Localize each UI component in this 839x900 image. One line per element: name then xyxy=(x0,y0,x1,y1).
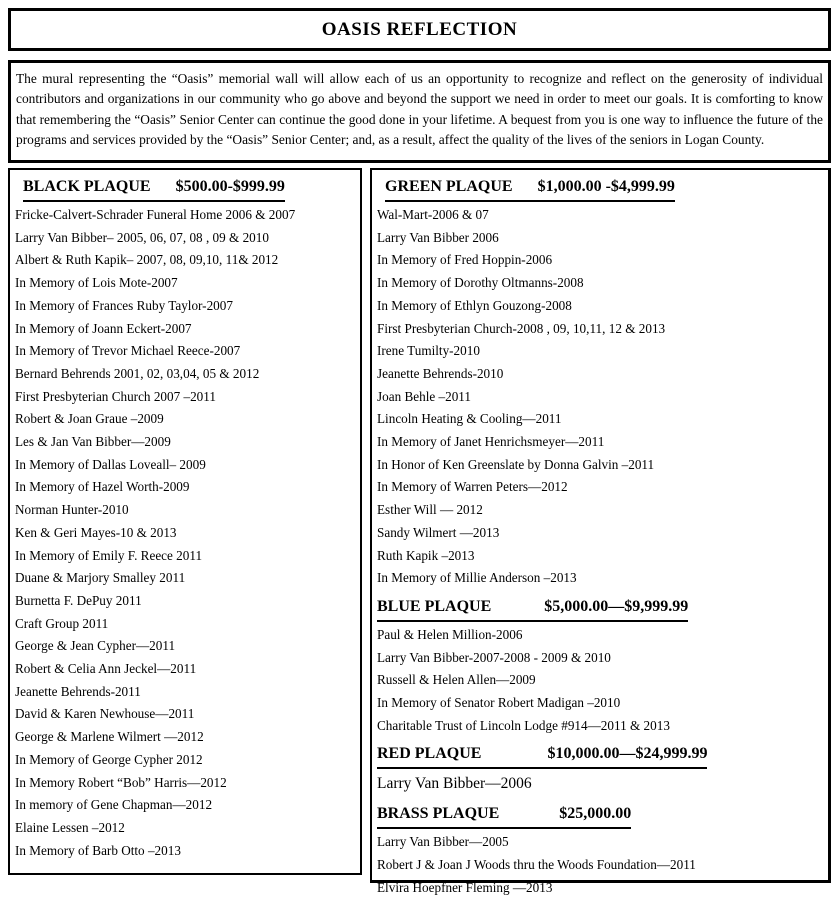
donor-entry: Paul & Helen Million-2006 xyxy=(377,626,523,642)
donor-entry: Jeanette Behrends-2010 xyxy=(377,365,504,381)
donor-entry: Esther Will — 2012 xyxy=(377,502,483,518)
donor-entry: In Memory of Ethlyn Gouzong-2008 xyxy=(377,297,572,313)
donor-entry: Robert & Celia Ann Jeckel—2011 xyxy=(15,661,197,677)
brass-plaque-list xyxy=(372,831,828,899)
donor-entry: In Memory of Barb Otto –2013 xyxy=(15,842,181,858)
red-plaque-range: $10,000.00—$24,999.99 xyxy=(547,745,708,763)
blue-plaque-range: $5,000.00—$9,999.99 xyxy=(544,597,689,615)
donor-entry: Ruth Kapik –2013 xyxy=(377,547,475,563)
black-plaque-name: BLACK PLAQUE xyxy=(23,178,151,195)
right-column-panel xyxy=(370,168,831,895)
donor-entry: George & Marlene Wilmert —2012 xyxy=(15,729,204,745)
donor-entry: Robert J & Joan J Woods thru the Woods Foundation—2011 xyxy=(377,857,696,873)
donor-entry: Larry Van Bibber 2006 xyxy=(377,229,499,245)
donor-entry: Larry Van Bibber-2007-2008 - 2009 & 2010 xyxy=(377,649,611,665)
donor-entry: Norman Hunter-2010 xyxy=(15,502,129,518)
donor-entry: In Memory of Dorothy Oltmanns-2008 xyxy=(377,275,584,291)
donor-entry: In Memory of Lois Mote-2007 xyxy=(15,275,178,291)
plaque-columns xyxy=(8,168,831,895)
donor-entry: Joan Behle –2011 xyxy=(377,388,472,404)
donor-entry: In Memory of Joann Eckert-2007 xyxy=(15,320,192,336)
donor-entry: Elvira Hoepfner Fleming —2013 xyxy=(377,879,553,895)
black-plaque-panel xyxy=(8,168,362,875)
red-plaque-heading xyxy=(377,742,823,769)
black-plaque-range: $500.00-$999.99 xyxy=(175,178,285,195)
donor-entry: Wal-Mart-2006 & 07 xyxy=(377,207,489,222)
donor-entry: Elaine Lessen –2012 xyxy=(15,819,125,835)
donor-entry: In Memory of Millie Anderson –2013 xyxy=(377,570,577,586)
donor-entry: In Memory of Trevor Michael Reece-2007 xyxy=(15,343,241,359)
donor-entry: Burnetta F. DePuy 2011 xyxy=(15,592,142,608)
section-spacer xyxy=(372,590,828,593)
donor-entry: Albert & Ruth Kapik– 2007, 08, 09,10, 11& 2012 xyxy=(15,252,279,268)
green-plaque-heading xyxy=(385,175,823,202)
donor-entry: Les & Jan Van Bibber—2009 xyxy=(15,434,171,450)
donor-entry: First Presbyterian Church-2008 , 09, 10,11, 12 & 2013 xyxy=(377,320,666,336)
donor-entry: Larry Van Bibber—2006 xyxy=(377,775,532,793)
donor-entry: Charitable Trust of Lincoln Lodge #914—2011 & 2013 xyxy=(377,717,670,733)
donor-entry: In Memory of Emily F. Reece 2011 xyxy=(15,547,203,563)
blue-plaque-list xyxy=(372,624,828,738)
donor-entry: David & Karen Newhouse—2011 xyxy=(15,706,195,722)
donor-entry: In Memory of Hazel Worth-2009 xyxy=(15,479,190,495)
donor-entry: Duane & Marjory Smalley 2011 xyxy=(15,570,186,586)
green-plaque-list xyxy=(372,204,828,590)
donor-entry: Robert & Joan Graue –2009 xyxy=(15,411,164,427)
donor-entry: In Memory of Dallas Loveall– 2009 xyxy=(15,456,206,472)
intro-paragraph: The mural representing the “Oasis” memorial wall will allow each of us an opportunity to recognize and reflect on the generosity of individual contributors and organizations in our community who go above and beyond the support we need in order to meet our goals. It is comforting to know that remembering the “Oasis” Senior Center can continue the good done in your lifetime. A bequest from you is one way to influence the future of the programs and services provided by the “Oasis” Senior Center; and, as a result, affect the quality of the lives of the seniors in Logan County. xyxy=(16,71,823,148)
red-plaque-name: RED PLAQUE xyxy=(377,745,482,763)
donor-entry: Russell & Helen Allen—2009 xyxy=(377,672,536,688)
brass-plaque-heading xyxy=(377,802,823,829)
donor-entry: In Memory of Warren Peters—2012 xyxy=(377,479,568,495)
blue-plaque-heading xyxy=(377,595,823,622)
title-box xyxy=(8,8,831,51)
donor-entry: Craft Group 2011 xyxy=(15,615,109,631)
donor-entry: Ken & Geri Mayes-10 & 2013 xyxy=(15,524,177,540)
donor-entry: In Memory of Fred Hoppin-2006 xyxy=(377,252,553,268)
donor-entry: In Memory of George Cypher 2012 xyxy=(15,751,203,767)
donor-entry: Jeanette Behrends-2011 xyxy=(15,683,141,699)
donor-entry: Larry Van Bibber– 2005, 06, 07, 08 , 09 & 2010 xyxy=(15,229,269,245)
donor-entry: Sandy Wilmert —2013 xyxy=(377,524,500,540)
donor-entry: In memory of Gene Chapman—2012 xyxy=(15,797,213,813)
donor-entry: Fricke-Calvert-Schrader Funeral Home 2006 & 2007 xyxy=(15,207,296,222)
brass-plaque-range: $25,000.00 xyxy=(559,805,632,823)
red-plaque-list xyxy=(372,771,828,797)
donor-entry: Larry Van Bibber—2005 xyxy=(377,834,509,850)
brass-plaque-name: BRASS PLAQUE xyxy=(377,805,500,823)
green-plaque-range: $1,000.00 -$4,999.99 xyxy=(537,178,675,195)
donor-entry: Bernard Behrends 2001, 02, 03,04, 05 & 2012 xyxy=(15,365,260,381)
intro-box xyxy=(8,60,831,163)
black-plaque-list xyxy=(10,204,360,862)
donor-entry: Lincoln Heating & Cooling—2011 xyxy=(377,411,562,427)
black-plaque-heading xyxy=(23,175,355,202)
section-spacer xyxy=(372,737,828,740)
donor-entry: First Presbyterian Church 2007 –2011 xyxy=(15,388,216,404)
page-title: OASIS REFLECTION xyxy=(321,18,518,40)
donor-entry: In Memory of Frances Ruby Taylor-2007 xyxy=(15,297,233,313)
donor-entry: In Memory Robert “Bob” Harris—2012 xyxy=(15,774,227,790)
donor-entry: Irene Tumilty-2010 xyxy=(377,343,480,359)
green-plaque-name: GREEN PLAQUE xyxy=(385,178,513,195)
donor-entry: In Honor of Ken Greenslate by Donna Galvin –2011 xyxy=(377,456,655,472)
section-spacer xyxy=(372,797,828,800)
donor-entry: In Memory of Senator Robert Madigan –2010 xyxy=(377,695,621,711)
donor-entry: George & Jean Cypher—2011 xyxy=(15,638,176,654)
donor-entry: In Memory of Janet Henrichsmeyer—2011 xyxy=(377,434,605,450)
blue-plaque-name: BLUE PLAQUE xyxy=(377,597,492,615)
